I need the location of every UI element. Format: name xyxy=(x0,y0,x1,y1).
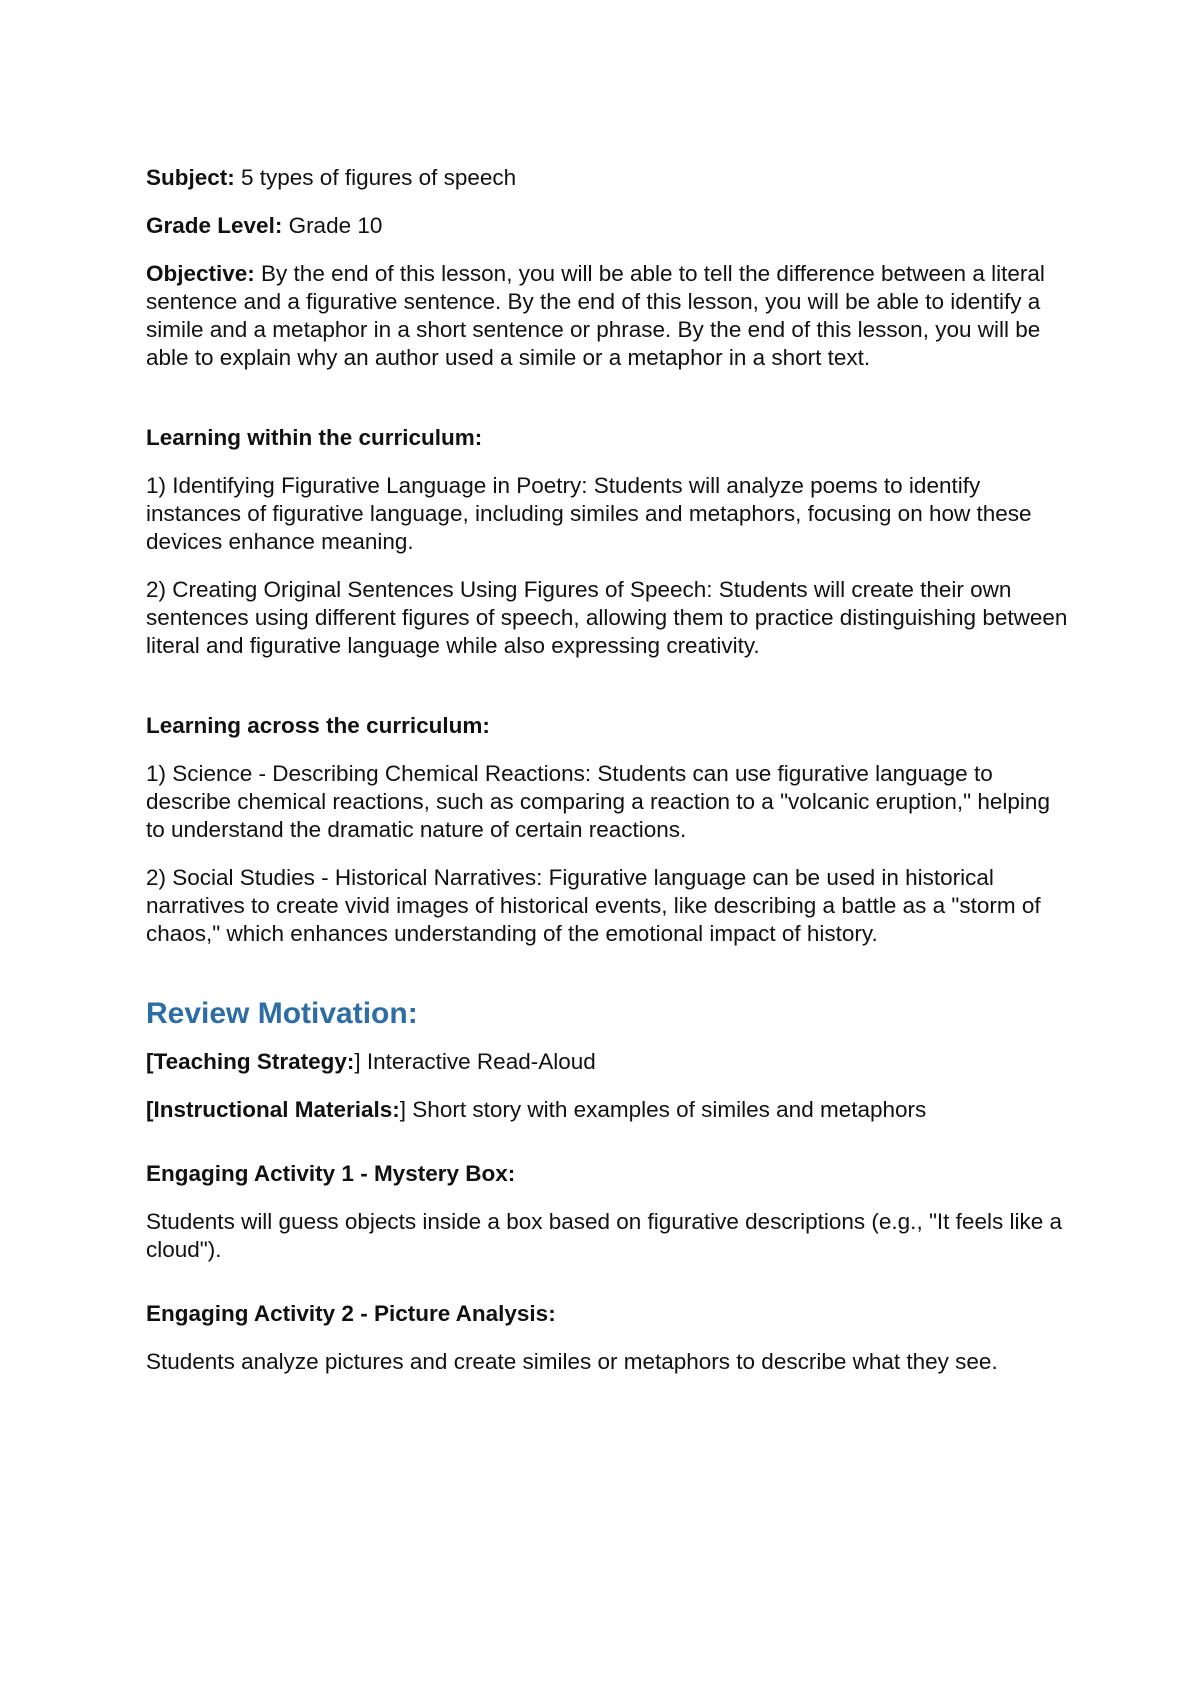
subject-value: 5 types of figures of speech xyxy=(234,165,517,190)
instructional-materials-label: [Instructional Materials: xyxy=(146,1097,400,1122)
grade-level-line xyxy=(146,212,1071,240)
across-curriculum-heading: Learning across the curriculum: xyxy=(146,713,490,738)
instructional-materials-value: ] Short story with examples of similes and metaphors xyxy=(399,1097,927,1122)
teaching-strategy-value: ] Interactive Read-Aloud xyxy=(354,1049,596,1074)
activity-2-heading: Engaging Activity 2 - Picture Analysis: xyxy=(146,1301,556,1326)
objective-label: Objective: xyxy=(146,261,255,286)
within-item-1: 1) Identifying Figurative Language in Poetry: Students will analyze poems to identify instances of figurative language, including similes and metaphors, focusing on how these devices enhance meaning. xyxy=(146,473,1032,554)
within-curriculum-heading: Learning within the curriculum: xyxy=(146,425,483,450)
across-item-1: 1) Science - Describing Chemical Reactions: Students can use figurative language to describe chemical reactions, such as comparing a reaction to a "volcanic eruption," helping to understand the dramatic nature of certain reactions. xyxy=(146,761,1050,842)
teaching-strategy-line xyxy=(146,1048,1071,1076)
instructional-materials-line xyxy=(146,1096,1071,1124)
grade-level-label: Grade Level: xyxy=(146,213,283,238)
subject-label: Subject: xyxy=(146,165,235,190)
grade-level-value: Grade 10 xyxy=(282,213,383,238)
activity-1-heading: Engaging Activity 1 - Mystery Box: xyxy=(146,1161,516,1186)
teaching-strategy-label: [Teaching Strategy: xyxy=(146,1049,355,1074)
review-motivation-heading: Review Motivation: xyxy=(146,997,418,1030)
activity-2-text: Students analyze pictures and create similes or metaphors to describe what they see. xyxy=(146,1349,998,1374)
lesson-plan-document xyxy=(146,164,1071,1376)
objective-paragraph xyxy=(146,260,1071,372)
within-item-2: 2) Creating Original Sentences Using Figures of Speech: Students will create their own sentences using different figures of speech, allowing them to practice distinguishing between literal and figurative language while also expressing creativity. xyxy=(146,577,1068,658)
subject-line xyxy=(146,164,1071,192)
across-item-2: 2) Social Studies - Historical Narratives: Figurative language can be used in historical narratives to create vivid images of historical events, like describing a battle as a "storm of chaos," which enhances understanding of the emotional impact of history. xyxy=(146,865,1041,946)
activity-1-text: Students will guess objects inside a box based on figurative descriptions (e.g., "It feels like a cloud"). xyxy=(146,1209,1062,1262)
objective-value: By the end of this lesson, you will be able to tell the difference between a literal sentence and a figurative sentence. By the end of this lesson, you will be able to identify a simile and a metaphor in a short sentence or phrase. By the end of this lesson, you will be able to explain why an author used a simile or a metaphor in a short text. xyxy=(146,261,1045,370)
